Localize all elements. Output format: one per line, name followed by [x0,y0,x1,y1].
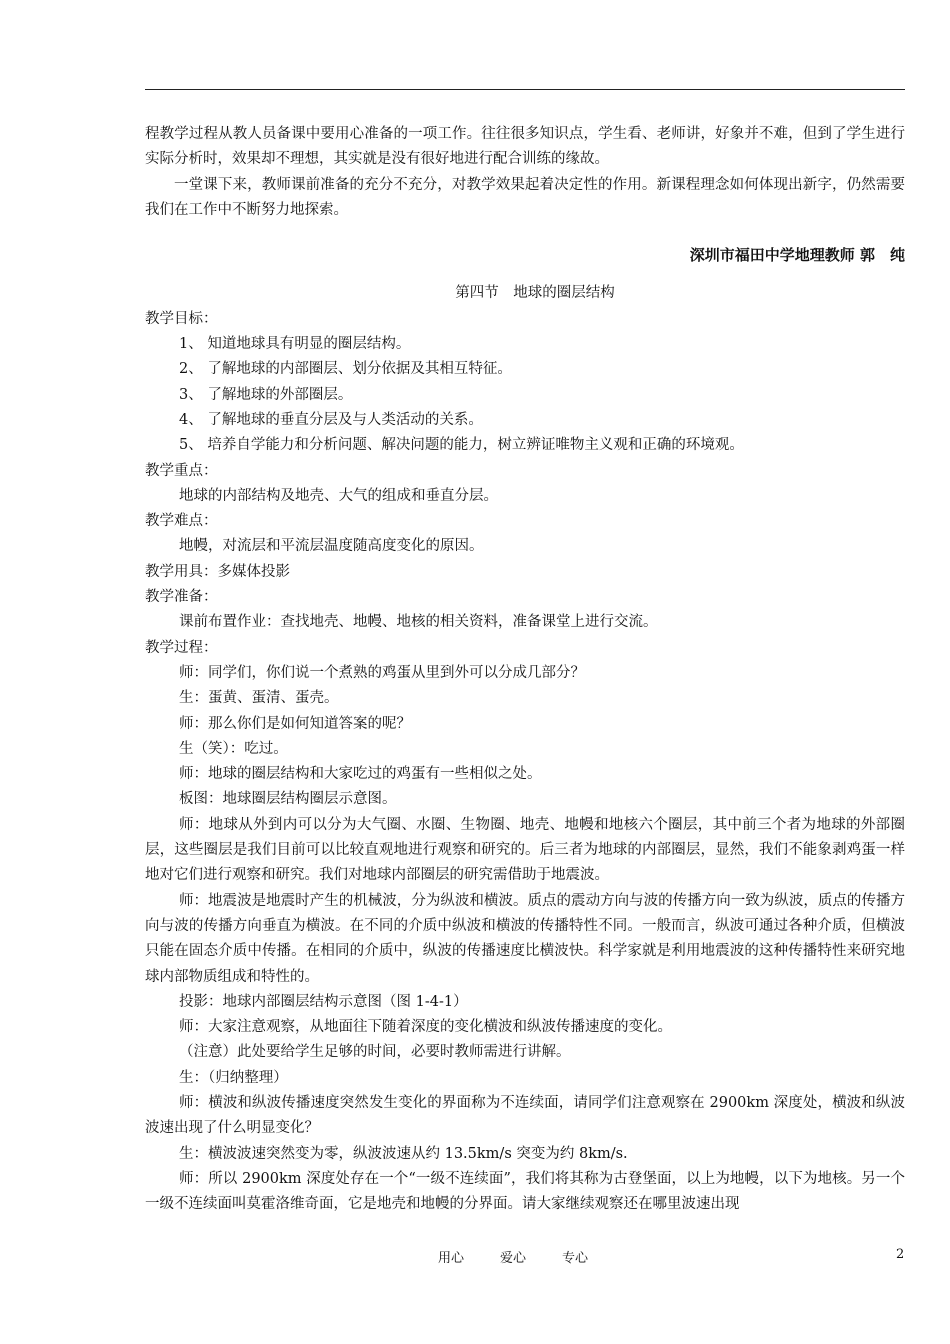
dialogue-line: 师：地球的圈层结构和大家吃过的鸡蛋有一些相似之处。 [179,766,542,783]
dialogue-line: （注意）此处要给学生足够的时间，必要时教师需进行讲解。 [179,1044,571,1061]
preparation-text: 课前布置作业：查找地壳、地幔、地核的相关资料，准备课堂上进行交流。 [179,614,658,631]
page-number: 2 [896,1247,905,1262]
dialogue-paragraph: 师：横波和纵波传播速度突然发生变化的界面称为不连续面，请同学们注意观察在 2900km 深度处，横波和纵波波速出现了什么明显变化？ [145,1094,905,1137]
dialogue-line: 师：那么你们是如何知道答案的呢？ [179,715,411,732]
goal-item: 2、 了解地球的内部圈层、划分依据及其相互特征。 [179,361,512,378]
header-rule [145,89,905,90]
goal-item: 5、 培养自学能力和分析问题、解决问题的能力，树立辨证唯物主义观和正确的环境观。 [179,437,744,454]
document-body [145,122,905,1217]
dialogue-line: 师：大家注意观察，从地面往下随着深度的变化横波和纵波传播速度的变化。 [179,1019,672,1036]
goals-label: 教学目标： [145,310,218,327]
motto-word: 专心 [562,1251,589,1266]
tools-line: 教学用具：多媒体投影 [145,563,290,580]
dialogue-line: 生：蛋黄、蛋清、蛋壳。 [179,690,339,707]
dialogue-paragraph: 师：地球从外到内可以分为大气圈、水圈、生物圈、地壳、地幔和地核六个圈层，其中前三个者为地球的外部圈层，这些圈层是我们目前可以比较直观地进行观察和研究的。后三者为地球的内部圈层，显然，我们不能象剥鸡蛋一样地对它们进行观察和研究。我们对地球内部圈层的研究需借助于地震波。 [145,816,905,884]
author-signature: 深圳市福田中学地理教师 郭 纯 [689,246,905,265]
intro-paragraph-2: 一堂课下来，教师课前准备的充分不充分，对教学效果起着决定性的作用。新课程理念如何体现出新字，仍然需要我们在工作中不断努力地探索。 [145,176,905,218]
goal-item: 1、 知道地球具有明显的圈层结构。 [179,336,411,353]
section-title: 第四节 地球的圈层结构 [455,285,615,302]
dialogue-line: 师：同学们，你们说一个煮熟的鸡蛋从里到外可以分成几部分？ [179,664,585,681]
difficulty-text: 地幔，对流层和平流层温度随高度变化的原因。 [179,538,484,555]
process-label: 教学过程： [145,639,218,656]
footer-motto [438,1247,624,1266]
dialogue-paragraph: 师：地震波是地震时产生的机械波，分为纵波和横波。质点的震动方向与波的传播方向一致为纵波，质点的传播方向与波的传播方向垂直为横波。在不同的介质中纵波和横波的传播特性不同。一般而言，纵波可通过各种介质，但横波只能在固态介质中传播。在相同的介质中，纵波的传播速度比横波快。科学家就是利用地震波的这种传播特性来研究地球内部物质组成和特性的。 [145,892,905,985]
dialogue-line: 板图：地球圈层结构圈层示意图。 [179,791,397,808]
dialogue-line: 生：横波波速突然变为零，纵波波速从约 13.5km/s 突变为约 8km/s. [179,1145,628,1162]
key-points-text: 地球的内部结构及地壳、大气的组成和垂直分层。 [179,487,498,504]
preparation-label: 教学准备： [145,589,218,606]
motto-word: 用心 [438,1251,465,1266]
dialogue-line: 生：（归纳整理） [179,1069,288,1086]
difficulty-label: 教学难点： [145,513,218,530]
goal-item: 4、 了解地球的垂直分层及与人类活动的关系。 [179,411,483,428]
key-points-label: 教学重点： [145,462,218,479]
dialogue-line: 生（笑）：吃过。 [179,740,288,757]
goal-item: 3、 了解地球的外部圈层。 [179,386,353,403]
dialogue-line: 投影：地球内部圈层结构示意图（图 1-4-1） [179,993,468,1010]
dialogue-paragraph: 师：所以 2900km 深度处存在一个“一级不连续面”，我们将其称为古登堡面，以上为地幔，以下为地核。另一个一级不连续面叫莫霍洛维奇面，它是地壳和地幔的分界面。请大家继续观察还在哪里波速出现 [145,1170,905,1213]
intro-paragraph-1: 程教学过程从教人员备课中要用心准备的一项工作。往往很多知识点，学生看、老师讲，好象并不难，但到了学生进行实际分析时，效果却不理想，其实就是没有很好地进行配合训练的缘故。 [145,126,905,168]
motto-word: 爱心 [500,1251,527,1266]
